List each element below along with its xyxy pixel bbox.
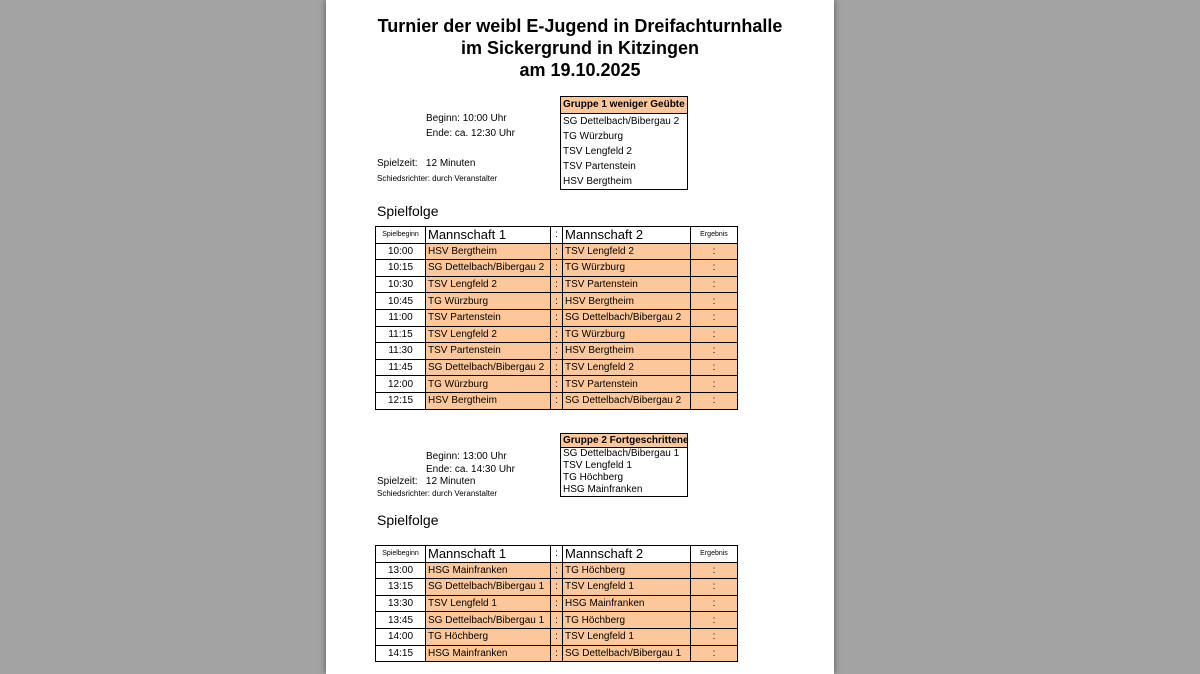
team-2: TG Höchberg bbox=[563, 612, 691, 629]
team-2: TSV Lengfeld 1 bbox=[563, 628, 691, 645]
table-row bbox=[376, 309, 738, 326]
result-cell[interactable]: : bbox=[691, 562, 738, 579]
game-time: 10:00 bbox=[376, 243, 426, 260]
section-heading: Spielfolge bbox=[377, 203, 439, 219]
team-1: TSV Partenstein bbox=[426, 343, 551, 360]
section-heading: Spielfolge bbox=[377, 512, 439, 528]
document-title: Turnier der weibl E-Jugend in Dreifachturnhalle im Sickergrund in Kitzingen am 19.10.2025 bbox=[377, 16, 783, 80]
team-2: TG Würzburg bbox=[563, 326, 691, 343]
game-time: 13:30 bbox=[376, 595, 426, 612]
separator: : bbox=[551, 276, 563, 293]
group-team-list bbox=[560, 96, 688, 190]
table-row bbox=[376, 579, 738, 596]
game-time: 13:15 bbox=[376, 579, 426, 596]
end-time: Ende: ca. 12:30 Uhr bbox=[426, 128, 515, 139]
game-time: 11:15 bbox=[376, 326, 426, 343]
team-1: TSV Partenstein bbox=[426, 309, 551, 326]
result-cell[interactable]: : bbox=[691, 645, 738, 662]
result-cell[interactable]: : bbox=[691, 359, 738, 376]
team-1: HSG Mainfranken bbox=[426, 645, 551, 662]
table-row bbox=[376, 276, 738, 293]
team-2: TSV Lengfeld 2 bbox=[563, 243, 691, 260]
result-cell[interactable]: : bbox=[691, 260, 738, 277]
separator: : bbox=[551, 326, 563, 343]
group-team: HSV Bergtheim bbox=[563, 176, 632, 187]
team-1: TG Würzburg bbox=[426, 293, 551, 310]
team-1: TSV Lengfeld 1 bbox=[426, 595, 551, 612]
result-cell[interactable]: : bbox=[691, 326, 738, 343]
team-2: TSV Partenstein bbox=[563, 376, 691, 393]
team-2: TG Höchberg bbox=[563, 562, 691, 579]
team-2: SG Dettelbach/Bibergau 2 bbox=[563, 392, 691, 409]
document-page bbox=[326, 0, 834, 674]
table-row bbox=[376, 243, 738, 260]
group-team: SG Dettelbach/Bibergau 1 bbox=[563, 448, 680, 459]
team-2: HSV Bergtheim bbox=[563, 343, 691, 360]
team-1: HSV Bergtheim bbox=[426, 243, 551, 260]
team-2: TG Würzburg bbox=[563, 260, 691, 277]
game-time: 11:45 bbox=[376, 359, 426, 376]
separator: : bbox=[551, 579, 563, 596]
team-2: SG Dettelbach/Bibergau 1 bbox=[563, 645, 691, 662]
result-cell[interactable]: : bbox=[691, 309, 738, 326]
separator: : bbox=[551, 260, 563, 277]
game-time: 13:45 bbox=[376, 612, 426, 629]
game-time: 14:00 bbox=[376, 628, 426, 645]
schedule-table bbox=[375, 226, 738, 410]
end-time: Ende: ca. 14:30 Uhr bbox=[426, 464, 515, 475]
result-cell[interactable]: : bbox=[691, 612, 738, 629]
referee-info: Schiedsrichter: durch Veranstalter bbox=[377, 489, 498, 498]
table-row bbox=[376, 359, 738, 376]
separator: : bbox=[551, 376, 563, 393]
group-team: HSG Mainfranken bbox=[563, 484, 643, 495]
team-1: TSV Lengfeld 2 bbox=[426, 326, 551, 343]
game-time: 12:15 bbox=[376, 392, 426, 409]
table-header: Spielbeginn Mannschaft 1 : Mannschaft 2 Ergebnis bbox=[376, 546, 738, 563]
group-team: TG Würzburg bbox=[563, 131, 624, 142]
team-1: SG Dettelbach/Bibergau 1 bbox=[426, 612, 551, 629]
separator: : bbox=[551, 392, 563, 409]
group-team: TSV Lengfeld 2 bbox=[563, 146, 632, 157]
team-1: SG Dettelbach/Bibergau 2 bbox=[426, 359, 551, 376]
begin-time: Beginn: 10:00 Uhr bbox=[426, 113, 507, 124]
table-header: Spielbeginn Mannschaft 1 : Mannschaft 2 Ergebnis bbox=[376, 227, 738, 244]
separator: : bbox=[551, 343, 563, 360]
table-row bbox=[376, 260, 738, 277]
result-cell[interactable]: : bbox=[691, 595, 738, 612]
table-row bbox=[376, 612, 738, 629]
table-row bbox=[376, 595, 738, 612]
team-1: HSV Bergtheim bbox=[426, 392, 551, 409]
schedule-table bbox=[375, 545, 738, 662]
game-time: 10:45 bbox=[376, 293, 426, 310]
game-time: 13:00 bbox=[376, 562, 426, 579]
team-2: TSV Lengfeld 2 bbox=[563, 359, 691, 376]
result-cell[interactable]: : bbox=[691, 579, 738, 596]
group-name: Gruppe 1 weniger Geübte bbox=[561, 97, 687, 114]
table-row bbox=[376, 628, 738, 645]
team-2: TSV Partenstein bbox=[563, 276, 691, 293]
game-time: 12:00 bbox=[376, 376, 426, 393]
group-team-list bbox=[560, 433, 688, 497]
begin-time: Beginn: 13:00 Uhr bbox=[426, 451, 507, 462]
separator: : bbox=[551, 645, 563, 662]
team-1: TG Würzburg bbox=[426, 376, 551, 393]
game-time: 10:30 bbox=[376, 276, 426, 293]
group-name: Gruppe 2 Fortgeschrittene bbox=[563, 435, 689, 446]
team-2: HSV Bergtheim bbox=[563, 293, 691, 310]
team-1: TG Höchberg bbox=[426, 628, 551, 645]
result-cell[interactable]: : bbox=[691, 343, 738, 360]
table-row bbox=[376, 392, 738, 409]
table-row bbox=[376, 343, 738, 360]
group-team: TSV Partenstein bbox=[563, 161, 636, 172]
table-row bbox=[376, 562, 738, 579]
separator: : bbox=[551, 595, 563, 612]
separator: : bbox=[551, 562, 563, 579]
table-row bbox=[376, 645, 738, 662]
separator: : bbox=[551, 628, 563, 645]
separator: : bbox=[551, 612, 563, 629]
team-2: HSG Mainfranken bbox=[563, 595, 691, 612]
game-time: 11:30 bbox=[376, 343, 426, 360]
game-time: 14:15 bbox=[376, 645, 426, 662]
separator: : bbox=[551, 243, 563, 260]
group-team: TSV Lengfeld 1 bbox=[563, 460, 632, 471]
team-2: TSV Lengfeld 1 bbox=[563, 579, 691, 596]
team-1: HSG Mainfranken bbox=[426, 562, 551, 579]
result-cell[interactable]: : bbox=[691, 243, 738, 260]
referee-info: Schiedsrichter: durch Veranstalter bbox=[377, 174, 498, 183]
table-row bbox=[376, 376, 738, 393]
team-2: SG Dettelbach/Bibergau 2 bbox=[563, 309, 691, 326]
result-cell[interactable]: : bbox=[691, 293, 738, 310]
group-team: TG Höchberg bbox=[563, 472, 624, 483]
game-time: 11:00 bbox=[376, 309, 426, 326]
team-1: SG Dettelbach/Bibergau 2 bbox=[426, 260, 551, 277]
result-cell[interactable]: : bbox=[691, 376, 738, 393]
play-time: Spielzeit: 12 Minuten bbox=[377, 476, 476, 487]
table-row bbox=[376, 326, 738, 343]
team-1: TSV Lengfeld 2 bbox=[426, 276, 551, 293]
play-time: Spielzeit: 12 Minuten bbox=[377, 158, 476, 169]
separator: : bbox=[551, 359, 563, 376]
result-cell[interactable]: : bbox=[691, 276, 738, 293]
game-time: 10:15 bbox=[376, 260, 426, 277]
team-1: SG Dettelbach/Bibergau 1 bbox=[426, 579, 551, 596]
separator: : bbox=[551, 293, 563, 310]
result-cell[interactable]: : bbox=[691, 392, 738, 409]
group-team: SG Dettelbach/Bibergau 2 bbox=[563, 116, 680, 127]
separator: : bbox=[551, 309, 563, 326]
result-cell[interactable]: : bbox=[691, 628, 738, 645]
table-row bbox=[376, 293, 738, 310]
